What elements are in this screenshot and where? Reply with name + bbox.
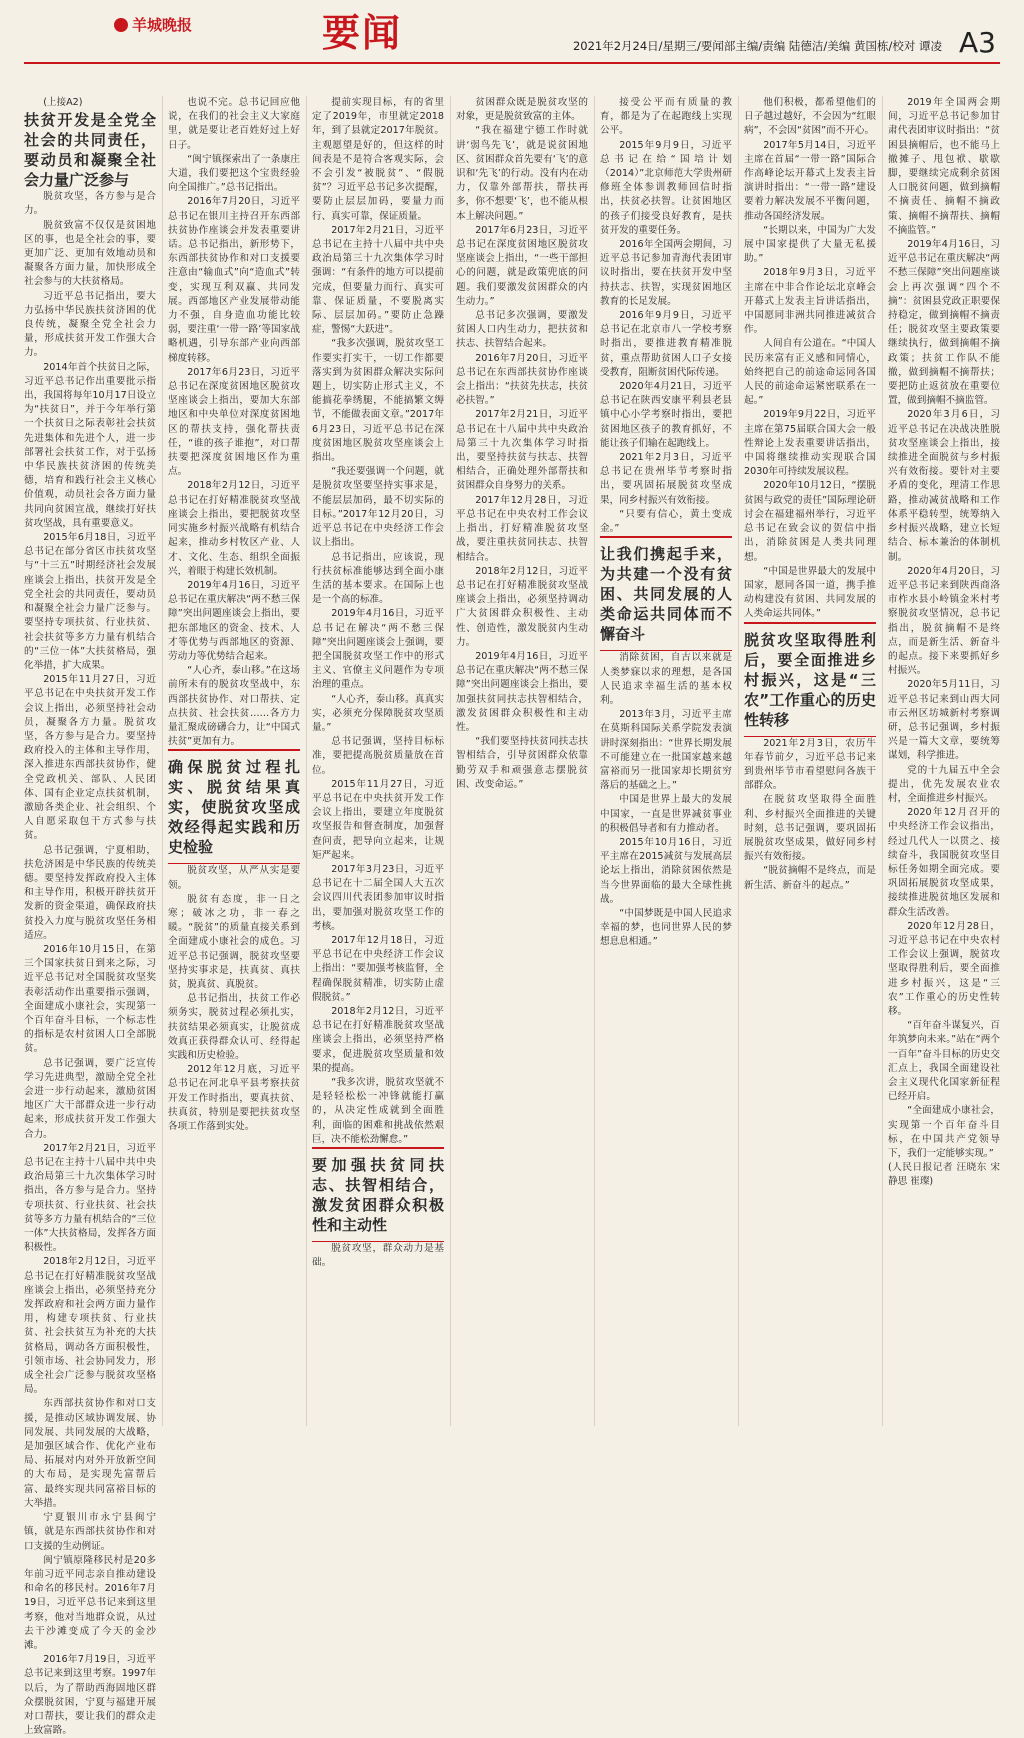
paragraph: 宁夏银川市永宁县闽宁镇，就是东西部扶贫协作和对口支援的生动例证。 [24,1512,156,1552]
masthead [24,0,1000,62]
paragraph: 脱贫有态度，非一日之寒；破冰之功，非一春之暖。“脱贫”的质量直接关系到全面建成小康社会的成色。习近平总书记强调，脱贫攻坚要坚持实事求是，扶真贫、真扶贫，脱真贫、真脱贫。 [168,893,300,990]
grid-column-4 [456,96,588,1426]
paragraph: “人心齐，泰山移。”在这场前所未有的脱贫攻坚战中，东西部扶贫协作、对口帮扶、定点扶贫、社会扶贫……各方力量汇聚成磅礴合力，让“中国式扶贫”更加有力。 [168,665,300,748]
paragraph: 贫困群众既是脱贫攻坚的对象，更是脱贫致富的主体。 [456,97,588,123]
paragraph: 2017年12月28日，习近平总书记在中央农村工作会议上指出，打好精准脱贫攻坚战，要注重扶贫同扶志、扶智相结合。 [456,494,588,563]
paragraph: 2017年2月21日，习近平总书记在主持十八届中共中央政治局第三十九次集体学习时指出，各方参与是合力。坚持专项扶贫、行业扶贫、社会扶贫等多方力量有机结合的“三位一体”大扶贫格局，发挥各方面积极性。 [24,1142,156,1254]
grid-column-2 [168,96,300,1426]
paragraph: 习近平总书记指出，要大力弘扬中华民族扶贫济困的优良传统，凝聚全党全社会力量，形成扶贫开发工作强大合力。 [24,290,156,359]
paragraph: 2017年5月14日，习近平主席在首届“一带一路”国际合作高峰论坛开幕式上发表主旨演讲时指出：“一带一路”建设要着力解决发展不平衡问题，推动各国经济发展。 [744,139,876,222]
paragraph: 2017年3月23日，习近平总书记在十二届全国人大五次会议四川代表团参加审议时指出，要加强对脱贫攻坚工作的考核。 [312,863,444,932]
section-title: 要闻 [322,10,403,55]
paragraph: 总书记强调，坚持目标标准，要把提高脱贫质量放在首位。 [312,736,444,776]
paragraph: 2020年3月6日，习近平总书记在决战决胜脱贫攻坚座谈会上指出，接续推进全面脱贫与乡村振兴有效衔接。要针对主要矛盾的变化，理清工作思路，推动减贫战略和工作体系平稳转型，统筹纳入乡村振兴战略，建立长短结合、标本兼治的体制机制。 [888,409,1000,563]
paragraph: 2018年2月12日，习近平总书记在打好精准脱贫攻坚战座谈会上指出，要把脱贫攻坚同实施乡村振兴战略有机结合起来，推动乡村牧区产业、人才、文化、生态、组织全面振兴，着眼于构建长效机制。 [168,480,300,577]
grid-column-3 [312,96,444,1426]
paragraph: 2017年2月21日，习近平总书记在十八届中共中央政治局第三十九次集体学习时指出，要坚持扶贫与扶志、扶智相结合，正确处理外部帮扶和贫困群众自身努力的关系。 [456,409,588,492]
paragraph: 2017年2月21日，习近平总书记在主持十八届中共中央政治局第三十九次集体学习时强调：“有条件的地方可以提前完成，但要量力而行、真实可靠、保证质量，不要脱离实际、层层加码。”要防止急躁症，警惕“大跃进”。 [312,224,444,336]
paragraph: “我们要坚持扶贫同扶志扶智相结合，引导贫困群众依靠勤劳双手和顽强意志摆脱贫困、改变命运。” [456,736,588,790]
column-divider [594,96,595,1426]
section-headline-4: 让我们携起手来，为共建一个没有贫困、共同发展的人类命运共同体而不懈奋斗 [600,536,732,651]
paragraph: “人心齐，泰山移。真真实实，必须充分保障脱贫攻坚质量。” [312,693,444,733]
paragraph: 2015年9月9日，习近平总书记在给“国培计划（2014）”北京师范大学贵州研修班全体参训教师回信时指出，扶贫必扶智。让贫困地区的孩子们接受良好教育，是扶贫开发的重要任务。 [600,139,732,236]
paragraph: “我多次强调，脱贫攻坚工作要实打实干，一切工作都要落实到为贫困群众解决实际问题上，切实防止形式主义，不能搞花拳绣腿，不能搞繁文缛节，不能做表面文章。”2017年6月23日，习近平总书记在深度贫困地区脱贫攻坚座谈会上指出。 [312,338,444,464]
paragraph: 2013年3月，习近平主席在莫斯科国际关系学院发表演讲时深刻指出：“世界长期发展不可能建立在一批国家越来越富裕而另一批国家却长期贫穷落后的基础之上。” [600,709,732,792]
paragraph: 2020年12月28日，习近平总书记在中央农村工作会议上强调，脱贫攻坚取得胜利后，要全面推进乡村振兴，这是“三农”工作重心的历史性转移。 [888,920,1000,1017]
column-divider [306,96,307,1426]
paragraph: 2019年9月22日，习近平主席在第75届联合国大会一般性辩论上发表重要讲话指出，中国将继续推动实现联合国2030年可持续发展议程。 [744,409,876,478]
paragraph: 2016年7月20日，习近平总书记在银川主持召开东西部扶贫协作座谈会并发表重要讲话。总书记指出，新形势下，东西部扶贫协作和对口支援要注意由“输血式”向“造血式”转变，实现互利双赢、共同发展。西部地区产业发展带动能力不强，自身造血功能比较弱，要注重‘一带一路’等国家战略机遇，引导东部产业向西部梯度转移。 [168,196,300,364]
paragraph: 2017年6月23日，习近平总书记在深度贫困地区脱贫攻坚座谈会上指出，要加大东部地区和中央单位对深度贫困地区的帮扶支持，强化帮扶责任，“谁的孩子谁抱”，对口帮扶要把深度贫困地区作为重点。 [168,366,300,478]
paragraph: 中国是世界上最大的发展中国家，一直是世界减贫事业的积极倡导者和有力推动者。 [600,794,732,834]
paragraph: 2020年12月召开的中央经济工作会议指出，经过几代人一以贯之、接续奋斗，我国脱贫攻坚目标任务如期全面完成。要巩固拓展脱贫攻坚成果，接续推进脱贫地区发展和群众生活改善。 [888,807,1000,918]
grid-column-6 [744,96,876,1426]
column-divider [162,96,163,1426]
paragraph: 2017年6月23日，习近平总书记在深度贫困地区脱贫攻坚座谈会上指出，“一些干部担心的问题，就是政策兜底的问题。我们要激发贫困群众的内生动力。” [456,224,588,307]
paragraph: 2017年12月18日，习近平总书记在中央经济工作会议上指出：“要加强考核监督，全程确保脱贫精准，切实防止虚假脱贫。” [312,934,444,1003]
paragraph: 2019年4月16日，习近平总书记在重庆解决“两不愁三保障”突出问题座谈会上再次强调“四个不摘”：贫困县党政正职要保持稳定，做到摘帽不摘责任；脱贫攻坚主要政策要继续执行，做到摘帽不摘政策；扶贫工作队不能撤，做到摘帽不摘帮扶；要把防止返贫放在重要位置，做到摘帽不摘监管。 [888,239,1000,407]
paragraph: “全面建成小康社会，实现第一个百年奋斗目标，在中国共产党领导下，我们一定能够实现。” [888,1105,1000,1160]
paragraph: “长期以来，中国为广大发展中国家提供了大量无私援助。” [744,224,876,265]
paragraph: 人间自有公道在。“中国人民历来富有正义感和同情心，始终把自己的前途命运同各国人民的前途命运紧密联系在一起。” [744,338,876,407]
paragraph: 2015年11月27日，习近平总书记在中央扶贫开发工作会议上指出，必须坚持社会动员，凝聚各方力量。脱贫攻坚，各方参与是合力。要坚持政府投入的主体和主导作用，深入推进东西部扶贫协作，健全党政机关、部队、人民团体、国有企业定点扶贫机制，激励各类企业、社会组织、个人自愿采取包干方式参与扶贫。 [24,674,156,842]
logo-text: 羊城晚报 [132,16,193,34]
paragraph: 也说不完。总书记回应他说，在我们的社会主义大家庭里，就是要让老百姓好过上好日子。 [168,97,300,151]
paragraph: 2016年7月20日，习近平总书记在东西部扶贫协作座谈会上指出：“扶贫先扶志，扶贫必扶智。” [456,352,588,407]
paragraph: 总书记指出，应该说，现行扶贫标准能够达到全面小康生活的基本要求。在国际上也是一个高的标准。 [312,551,444,606]
paragraph: 2016年10月15日，在第三个国家扶贫日到来之际，习近平总书记对全国脱贫攻坚奖表彰活动作出重要指示强调，全面建成小康社会，实现第一个百年奋斗目标，一个标志性的指标是农村贫困人口全部脱贫。 [24,943,156,1055]
paragraph: “只要有信心，黄土变成金。” [600,508,732,535]
masthead-rule [24,62,1000,64]
logo-icon [114,18,128,32]
paragraph: 2021年2月3日，农历牛年春节前夕，习近平总书记来到贵州毕节市看望慰问各族干部群众。 [744,737,876,792]
paragraph: 2016年全国两会期间，习近平总书记参加青海代表团审议时指出，要在扶贫开发中坚持扶志、扶智，实现贫困地区教育的长足发展。 [600,239,732,307]
paragraph: 2018年9月3日，习近平主席在中非合作论坛北京峰会开幕式上发表主旨讲话指出，中国愿同非洲共同推进减贫合作。 [744,267,876,336]
grid-column-1 [24,96,156,1737]
paragraph: “中国是世界最大的发展中国家，愿同各国一道，携手推动构建没有贫困、共同发展的人类命运共同体。” [744,565,876,620]
column-divider [450,96,451,1426]
paragraph: “中国梦既是中国人民追求幸福的梦，也同世界人民的梦想息息相通。” [600,907,732,948]
paragraph: 2016年9月9日，习近平总书记在北京市八一学校考察时指出，要推进教育精准脱贫，重点帮助贫困人口子女接受教育，阻断贫困代际传递。 [600,310,732,378]
paragraph: 2020年4月21日，习近平总书记在陕西安康平利县老县镇中心小学考察时指出，要把贫困地区孩子的教育抓好，不能让孩子们输在起跑线上。 [600,381,732,449]
paragraph: “我还要强调一个问题，就是脱贫攻坚要坚持实事求是，不能层层加码，最不切实际的目标。”2017年12月20日，习近平总书记在中央经济工作会议上指出。 [312,466,444,549]
section-headline-1: 扶贫开发是全党全社会的共同责任，要动员和凝聚全社会力量广泛参与 [24,111,156,190]
paragraph: 2019年4月16日，习近平总书记在重庆解决“两不愁三保障”突出问题座谈会上指出，要把东部地区的资金、技术、人才等优势与西部地区的资源、劳动力等优势结合起来。 [168,579,300,662]
section-headline-3: 要加强扶贫同扶志、扶智相结合，激发贫困群众积极性和主动性 [312,1147,444,1242]
paragraph: “闽宁镇探索出了一条康庄大道，我们要把这个宝贵经验向全国推广。”总书记指出。 [168,153,300,194]
paragraph: 接受公平而有质量的教育，都是为了在起跑线上实现公平。 [600,97,732,137]
paragraph: 2019年4月16日，习近平总书记在重庆解决“两不愁三保障”突出问题座谈会上指出，要加强扶贫同扶志扶智相结合，激发贫困群众积极性和主动性。 [456,650,588,733]
paragraph: 脱贫攻坚，各方参与是合力。 [24,191,156,217]
paragraph: 脱贫攻坚，从严从实是要领。 [168,865,300,891]
paragraph: 2018年2月12日，习近平总书记在打好精准脱贫攻坚战座谈会上指出，必须坚持充分发挥政府和社会两方面力量作用，构建专项扶贫、行业扶贫、社会扶贫互为补充的大扶贫格局，调动各方面积极性，引领市场、社会协同发力，形成全社会广泛参与脱贫攻坚格局。 [24,1256,156,1396]
paragraph: 2014年首个扶贫日之际，习近平总书记作出重要批示指出，我国将每年10月17日设立为“扶贫日”，并于今年举行第一个扶贫日之际表彰社会扶贫先进集体和先进个人，进一步部署社会扶贫工作，对于弘扬中华民族扶贫济困的传统美德，培育和践行社会主义核心价值观，动员社会各方面力量共同向贫困宣战，继续打好扶贫攻坚战，具有重要意义。 [24,361,156,529]
paragraph: 2018年2月12日，习近平总书记在打好精准脱贫攻坚战座谈会上指出，必须坚持严格要求，促进脱贫攻坚质量和效果的提高。 [312,1006,444,1074]
paragraph: 2018年2月12日，习近平总书记在打好精准脱贫攻坚战座谈会上指出，必须坚持调动广大贫困群众积极性、主动性、创造性，激发脱贫内生动力。 [456,565,588,648]
paragraph: “我在福建宁德工作时就讲‘弱鸟先飞’，就是说贫困地区、贫困群众首先要有‘飞’的意识和‘先飞’的行动。没有内在动力，仅靠外部帮扶，帮扶再多，你不想要‘飞’，也不能从根本上解决问题。” [456,125,588,222]
paragraph: 东西部扶贫协作和对口支援，是推动区域协调发展、协同发展、共同发展的大战略，是加强区域合作、优化产业布局、拓展对内对外开放新空间的大布局，是实现先富帮后富、最终实现共同富裕目标的大举措。 [24,1398,156,1509]
column-divider [738,96,739,1426]
paragraph: 2015年10月16日，习近平主席在2015减贫与发展高层论坛上指出，消除贫困依然是当今世界面临的最大全球性挑战。 [600,836,732,905]
grid-column-5 [600,96,732,1426]
paragraph: 2016年7月19日，习近平总书记来到这里考察。1997年以后，为了帮助西海固地区群众摆脱贫困，宁夏与福建开展对口帮扶，要让我们的群众走上致富路。 [24,1654,156,1737]
page-number: A3 [959,26,996,59]
column-divider [882,96,883,1426]
paragraph: 消除贫困，自古以来就是人类梦寐以求的理想，是各国人民追求幸福生活的基本权利。 [600,652,732,706]
paragraph: 党的十九届五中全会提出，优先发展农业农村，全面推进乡村振兴。 [888,764,1000,804]
paragraph: 2012年12月底，习近平总书记在河北阜平县考察扶贫开发工作时指出，要真扶贫、扶真贫，特别是要把扶贫攻坚各项工作落到实处。 [168,1064,300,1132]
paragraph: 2015年6月18日，习近平总书记在部分省区市扶贫攻坚与“十三五”时期经济社会发展座谈会上指出，扶贫开发是全党全社会的共同责任，要动员和凝聚全社会力量广泛参与。要坚持专项扶贫、行业扶贫、社会扶贫等多方力量有机结合的“三位一体”大扶贫格局，强化举措，扩大成果。 [24,532,156,671]
paragraph: 2020年5月11日，习近平总书记来到山西大同市云州区坊城新村考察调研，总书记强调，乡村振兴是一篇大文章，要统筹谋划，科学推进。 [888,679,1000,762]
paragraph: 闽宁镇原隆移民村是20多年前习近平同志亲自推动建设和命名的移民村。2016年7月19日，习近平总书记来到这里考察，他对当地群众说，从过去干沙滩变成了今天的金沙滩。 [24,1554,156,1651]
paragraph: 2021年2月3日，习近平总书记在贵州毕节考察时指出，要巩固拓展脱贫攻坚成果，同乡村振兴有效衔接。 [600,452,732,506]
paragraph: 提前实现目标，有的省里定了2019年，市里就定2018年，到了县就定2017年脱贫。主观愿望是好的，但这样的时间表是不是符合客观实际，会不会引发“被脱贫”、“假脱贫”？习近平总书记多次提醒，要防止层层加码，要量力而行、真实可靠，保证质量。 [312,97,444,222]
paragraph: 2015年11月27日，习近平总书记在中央扶贫开发工作会议上指出，要建立年度脱贫攻坚报告和督查制度，加强督查问责，把导向立起来，让规矩严起来。 [312,778,444,861]
paragraph: “脱贫摘帽不是终点，而是新生活、新奋斗的起点。” [744,865,876,891]
section-headline-2: 确保脱贫过程扎实、脱贫结果真实，使脱贫攻坚成效经得起实践和历史检验 [168,749,300,864]
edition-info: 2021年2月24日/星期三/要闻部主编/责编 陆德洁/美编 黄国栋/校对 谭凌 [572,39,942,53]
paragraph: 在脱贫攻坚取得全面胜利、乡村振兴全面推进的关键时刻，总书记强调，要巩固拓展脱贫攻坚成果，做好同乡村振兴有效衔接。 [744,794,876,863]
paragraph: 总书记多次强调，要激发贫困人口内生动力，把扶贫和扶志、扶智结合起来。 [456,310,588,350]
paragraph: 2019年4月16日，习近平总书记在解决“两不愁三保障”突出问题座谈会上强调，要把全国脱贫攻坚工作中的形式主义、官僚主义问题作为专项治理的重点。 [312,608,444,691]
paragraph: 2020年4月20日，习近平总书记来到陕西商洛市柞水县小岭镇金米村考察脱贫攻坚情况，总书记指出，脱贫摘帽不是终点，而是新生活、新奋斗的起点。接下来要抓好乡村振兴。 [888,565,1000,677]
paragraph: “我多次讲，脱贫攻坚就不是轻轻松松一冲锋就能打赢的，从决定性成就到全面胜利，面临的困难和挑战依然艰巨，决不能松劲懈怠。” [312,1077,444,1145]
paragraph: 总书记强调，宁夏相助，扶危济困是中华民族的传统美德。要坚持发挥政府投入主体和主导作用，积极开辟扶贫开发新的资金渠道，确保政府扶贫投入力度与脱贫攻坚任务相适应。 [24,844,156,941]
paragraph: 2019年全国两会期间，习近平总书记参加甘肃代表团审议时指出：“贫困县摘帽后，也不能马上撤摊子、甩包袱、歇歇脚，要继续完成剩余贫困人口脱贫问题，做到摘帽不摘责任、摘帽不摘政策、摘帽不摘帮扶、摘帽不摘监管。” [888,97,1000,236]
continued-tag: (上接A2) [43,97,83,108]
paragraph: 他们积极，都希望他们的日子越过越好，不会因为“红眼病”，不会因“贫困”而不开心。 [744,97,876,137]
grid-column-7 [888,96,1000,1426]
paragraph: 脱贫攻坚，群众动力是基础。 [312,1243,444,1269]
reporter-credit: (人民日报记者 汪晓东 宋静思 崔璨) [888,1162,1000,1188]
paragraph: 2020年10月12日，“摆脱贫困与政党的责任”国际理论研讨会在福建福州举行，习近平总书记在致会议的贺信中指出，消除贫困是人类共同理想。 [744,480,876,563]
paragraph: “百年奋斗谋复兴，百年筑梦向未来。”站在“两个一百年”奋斗目标的历史交汇点上，我国全面建设社会主义现代化国家新征程已经开启。 [888,1020,1000,1103]
newspaper-logo [114,14,192,35]
section-headline-5: 脱贫攻坚取得胜利后，要全面推进乡村振兴，这是“三农”工作重心的历史性转移 [744,622,876,737]
paragraph: 总书记指出，扶贫工作必须务实，脱贫过程必须扎实，扶贫结果必须真实，让脱贫成效真正获得群众认可、经得起实践和历史检验。 [168,993,300,1061]
paragraph: 总书记强调，要广泛宣传学习先进典型，激励全党全社会进一步行动起来，激励贫困地区广大干部群众进一步行动起来，形成扶贫开发工作强大合力。 [24,1057,156,1140]
paragraph: 脱贫致富不仅仅是贫困地区的事，也是全社会的事，要更加广泛、更加有效地动员和凝聚各方面力量，加快形成全社会参与的大扶贫格局。 [24,219,156,288]
